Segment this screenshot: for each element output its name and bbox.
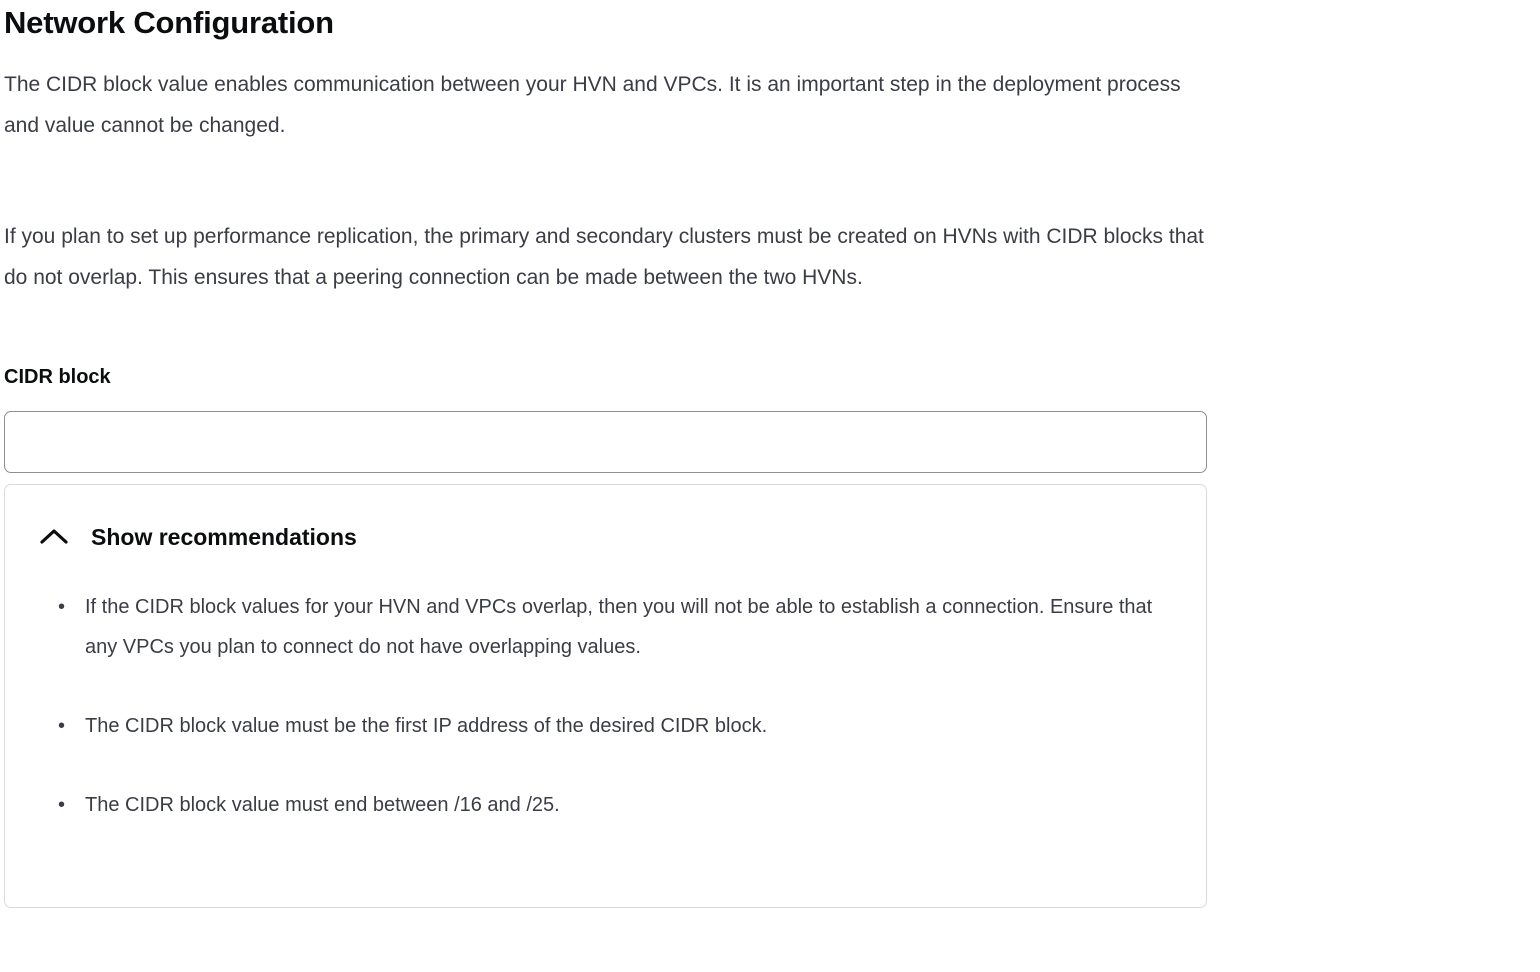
- list-item: [55, 785, 1160, 825]
- show-recommendations-label: Show recommendations: [91, 524, 357, 550]
- chevron-up-icon[interactable]: [39, 527, 69, 547]
- recommendations-panel: [4, 484, 1207, 908]
- list-item: [55, 706, 1160, 746]
- bullet-icon: •: [58, 715, 66, 737]
- show-recommendations-toggle[interactable]: [5, 485, 1206, 551]
- list-item-text: The CIDR block value must be the first IP address of the desired CIDR block.: [85, 715, 768, 737]
- recommendations-list: [5, 551, 1206, 825]
- list-item: [55, 587, 1160, 667]
- bullet-icon: •: [58, 596, 66, 618]
- bullet-icon: •: [58, 794, 66, 816]
- cidr-block-label: CIDR block: [4, 366, 111, 388]
- intro-paragraph-2: If you plan to set up performance replication, the primary and secondary clusters must be created on HVNs with CIDR blocks that do not overlap. This ensures that a peering connection can be made between the two HVNs.: [4, 225, 1204, 289]
- intro-paragraph-1: The CIDR block value enables communication between your HVN and VPCs. It is an important step in the deployment process and value cannot be changed.: [4, 73, 1181, 137]
- page-title: Network Configuration: [4, 5, 334, 40]
- cidr-block-input[interactable]: [4, 411, 1207, 473]
- list-item-text: The CIDR block value must end between /16 and /25.: [85, 794, 560, 816]
- list-item-text: If the CIDR block values for your HVN and VPCs overlap, then you will not be able to establish a connection. Ensure that any VPCs you plan to connect do not have overlapping values.: [85, 596, 1153, 658]
